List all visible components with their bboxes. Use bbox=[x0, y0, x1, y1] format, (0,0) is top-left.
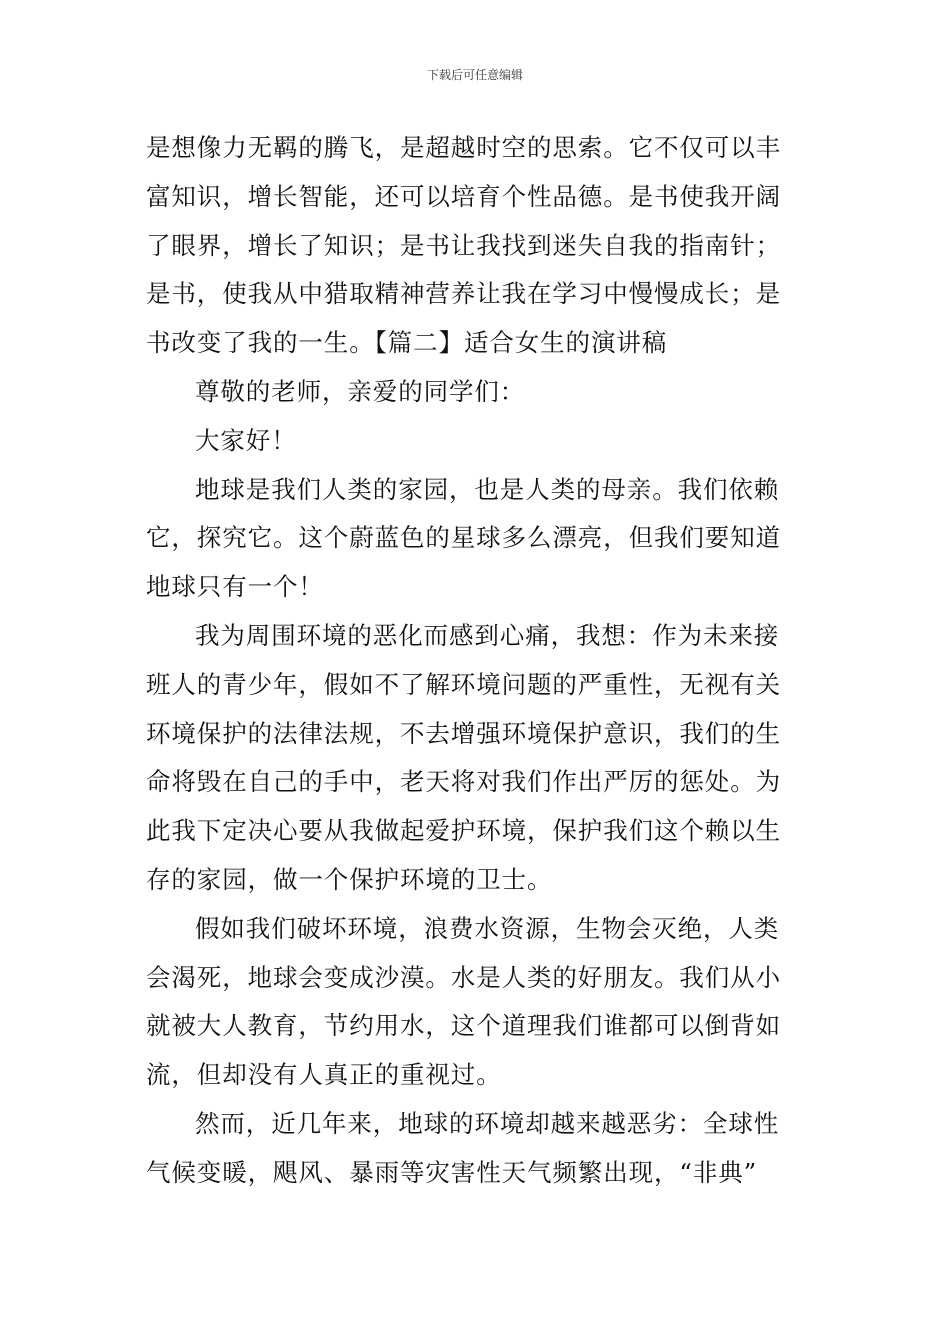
text-line: 会渴死，地球会变成沙漠。水是人类的好朋友。我们从小 bbox=[146, 962, 781, 992]
text-line: 富知识，增长智能，还可以培育个性品德。是书使我开阔 bbox=[146, 181, 781, 211]
text-line: 是书，使我从中猎取精神营养让我在学习中慢慢成长；是 bbox=[146, 279, 781, 309]
text-line: 班人的青少年，假如不了解环境问题的严重性，无视有关 bbox=[146, 669, 781, 699]
text-line: 然而，近几年来，地球的环境却越来越恶劣：全球性 bbox=[195, 1108, 780, 1138]
text-line: 我为周围环境的恶化而感到心痛，我想：作为未来接 bbox=[195, 620, 780, 650]
page-header: 下载后可任意编辑 bbox=[426, 68, 523, 82]
text-line: 此我下定决心要从我做起爱护环境，保护我们这个赖以生 bbox=[146, 816, 781, 846]
text-line: 存的家园，做一个保护环境的卫士。 bbox=[146, 864, 553, 894]
text-line: 大家好！ bbox=[195, 425, 297, 455]
text-line: 环境保护的法律法规，不去增强环境保护意识，我们的生 bbox=[146, 718, 781, 748]
text-line: 命将毁在自己的手中，老天将对我们作出严厉的惩处。为 bbox=[146, 767, 781, 797]
text-line: 书改变了我的一生。【篇二】适合女生的演讲稿 bbox=[146, 328, 668, 358]
text-line: 了眼界，增长了知识；是书让我找到迷失自我的指南针； bbox=[146, 230, 781, 260]
body-text bbox=[146, 124, 806, 1198]
text-line: 它，探究它。这个蔚蓝色的星球多么漂亮，但我们要知道 bbox=[146, 523, 781, 553]
text-line: 尊敬的老师，亲爱的同学们： bbox=[195, 376, 526, 406]
text-line: 地球是我们人类的家园，也是人类的母亲。我们依赖 bbox=[195, 474, 780, 504]
text-line: 是想像力无羁的腾飞，是超越时空的思索。它不仅可以丰 bbox=[146, 133, 781, 162]
text-line: 地球只有一个！ bbox=[146, 572, 324, 602]
text-line: 气候变暖，飓风、暴雨等灾害性天气频繁出现，“非典” bbox=[146, 1157, 758, 1187]
text-line: 就被大人教育，节约用水，这个道理我们谁都可以倒背如 bbox=[146, 1011, 781, 1041]
text-line: 假如我们破坏环境，浪费水资源，生物会灭绝，人类 bbox=[195, 913, 780, 943]
text-line: 流，但却没有人真正的重视过。 bbox=[146, 1060, 502, 1090]
